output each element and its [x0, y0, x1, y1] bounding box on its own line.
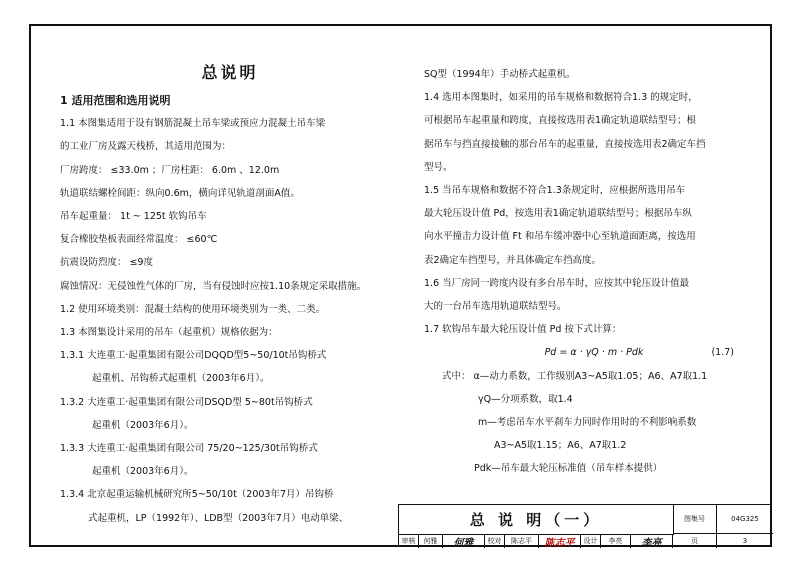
text-line: 吊车起重量： 1t ~ 125t 软钩吊车: [60, 211, 207, 223]
text-line: 起重机、吊钩桥式起重机（2003年6月）。: [92, 373, 270, 385]
title-block: [398, 504, 772, 547]
text-line: 大的一台吊车选用轨道联结型号。: [424, 301, 567, 313]
text-line: 的工业厂房及露天栈桥，其适用范围为：: [60, 141, 232, 153]
text-line: 向水平撞击力设计值 Ft 和吊车缓冲器中心至轨道面距离，按选用: [424, 231, 696, 243]
text-line: 型号。: [424, 161, 453, 173]
formula-number: (1.7): [711, 347, 734, 359]
reviewer-name: 何雅: [419, 534, 443, 548]
text-line: 最大轮压设计值 Pd，按选用表1确定轨道联结型号；根据吊车纵: [424, 208, 692, 220]
text-line: 腐蚀情况：无侵蚀性气体的厂房，当有侵蚀时应按1.10条规定采取措施。: [60, 280, 367, 292]
review-label: 审核: [399, 534, 419, 548]
text-line: 起重机（2003年6月）。: [92, 466, 194, 478]
text-line: 可根据吊车起重量和跨度，直接按选用表1确定轨道联结型号；根: [424, 115, 697, 127]
page-title: 总说明: [201, 63, 259, 82]
text-line: 式起重机，LP（1992年）、LDB型（2003年7月）电动单梁、: [88, 512, 349, 524]
reviewer-signature: 何雅: [443, 534, 485, 548]
formula-expression: Pd = α · γQ · m · Pdk: [544, 347, 644, 359]
text-line: 1.2 使用环境类别：混凝土结构的使用环境类别为一类、二类。: [60, 303, 326, 315]
page-label: 页: [673, 534, 717, 548]
text-line: 复合橡胶垫板表面经常温度： ≤60℃: [60, 234, 218, 246]
text-line: 1.3.4 北京起重运输机械研究所5~50/10t（2003年7月）吊钩桥: [60, 489, 334, 501]
design-label: 设计: [581, 534, 601, 548]
atlas-no-label: 图集号: [673, 505, 717, 534]
check-label: 校对: [485, 534, 505, 548]
formula-definition: m—考虑吊车水平刹车力同时作用时的不利影响系数: [478, 417, 697, 429]
designer-name: 李亮: [601, 534, 631, 548]
text-line: 表2确定车挡型号，并具体确定车挡高度。: [424, 254, 602, 266]
text-line: 1.7 软钩吊车最大轮压设计值 Pd 按下式计算：: [424, 324, 622, 336]
drawing-title: 总 说 明（一）: [399, 505, 674, 535]
atlas-no: 04G325: [717, 505, 773, 534]
formula-definition: 式中： α—动力系数，工作级别A3~A5取1.05；A6、A7取1.1: [442, 370, 708, 382]
formula-definition: γQ—分项系数，取1.4: [478, 393, 573, 405]
text-line: 轨道联结螺栓间距：纵向0.6m，横向详见轨道剖面A值。: [60, 187, 300, 199]
text-line: 1.1 本图集适用于设有钢筋混凝土吊车梁或预应力混凝土吊车梁: [60, 118, 326, 130]
formula-definition: Pdk—吊车最大轮压标准值（吊车样本提供）: [474, 463, 663, 475]
text-line: 1.5 当吊车规格和数据不符合1.3条规定时，应根据所选用吊车: [424, 185, 686, 197]
text-line: 1.3.1 大连重工·起重集团有限公司DQQD型5~50/10t吊钩桥式: [60, 350, 327, 362]
text-line: 1.4 选用本图集时，如采用的吊车规格和数据符合1.3 的规定时，: [424, 92, 698, 104]
text-line: 1.3.3 大连重工·起重集团有限公司 75/20~125/30t吊钩桥式: [60, 443, 318, 455]
checker-signature: 陈志平: [539, 534, 581, 548]
text-line: 厂房跨度： ≤33.0m ；厂房柱距： 6.0m 、12.0m: [60, 164, 280, 176]
formula-definition: A3~A5取1.15；A6、A7取1.2: [494, 440, 627, 452]
left-column: [60, 89, 400, 530]
text-line: 1.6 当厂房同一跨度内设有多台吊车时，应按其中轮压设计值最: [424, 277, 690, 289]
checker-name: 陈志平: [505, 534, 539, 548]
text-line: SQ型（1994年）手动桥式起重机。: [424, 69, 576, 80]
designer-signature: 李亮: [631, 534, 673, 548]
text-line: 起重机（2003年6月）。: [92, 419, 194, 431]
text-line: 1 适用范围和选用说明: [60, 94, 171, 107]
right-column: [424, 63, 774, 481]
text-line: 据吊车与挡直接接触的那台吊车的起重量，直接按选用表2确定车挡: [424, 138, 706, 150]
page-number: 3: [742, 537, 748, 545]
text-line: 1.3 本图集设计采用的吊车（起重机）规格依据为：: [60, 327, 278, 339]
text-line: 抗震设防烈度： ≤9度: [60, 257, 154, 269]
formula: [424, 341, 774, 364]
text-line: 1.3.2 大连重工·起重集团有限公司DSQD型 5~80t吊钩桥式: [60, 396, 313, 408]
